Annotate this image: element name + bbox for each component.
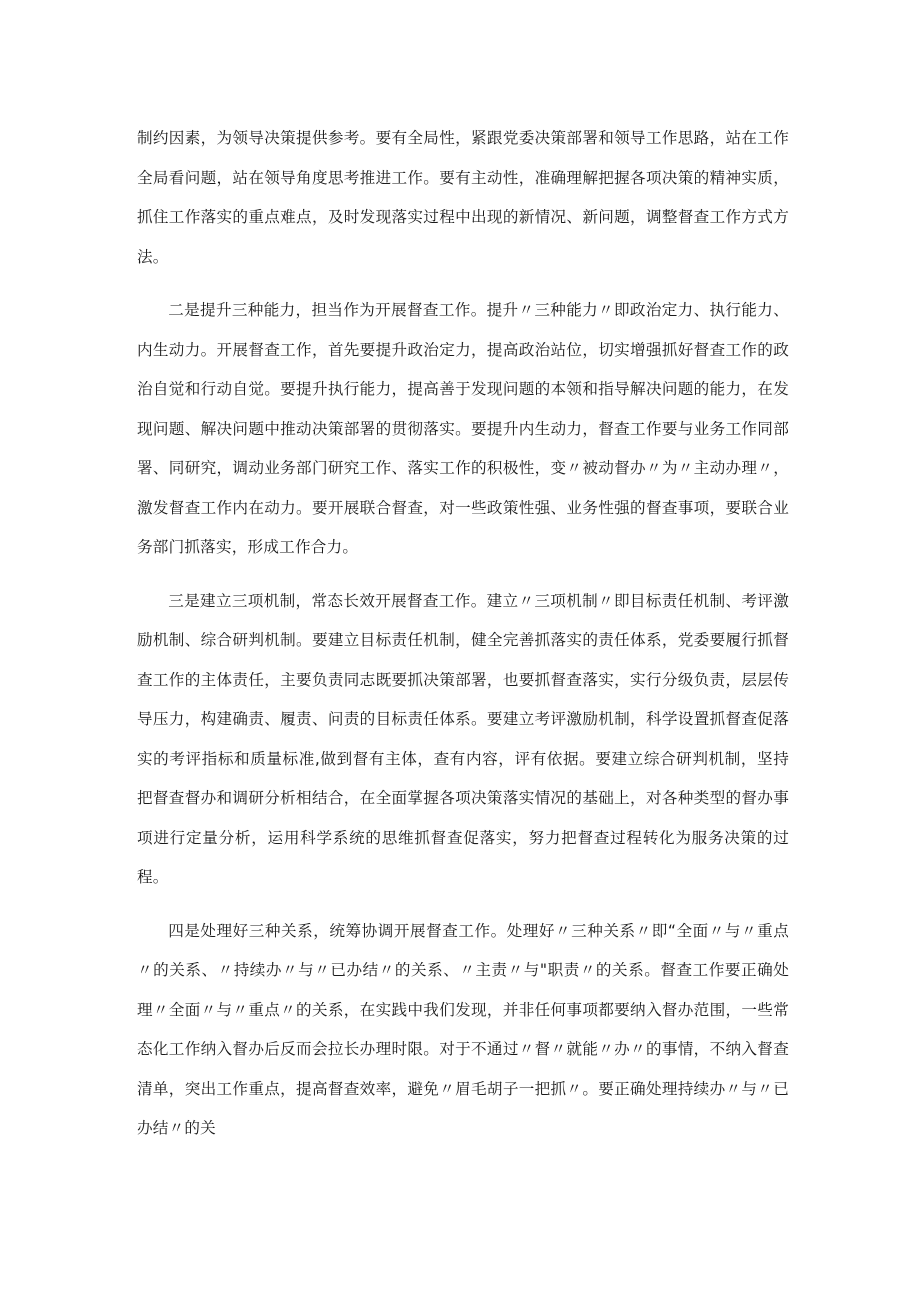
paragraph-decision-support: 制约因素，为领导决策提供参考。要有全局性，紧跟党委决策部署和领导工作思路，站在工作全局看问题，站在领导角度思考推进工作。要有主动性，准确理解把握各项决策的精神实质，抓住工作落实的重点难点，及时发现落实过程中出现的新情况、新问题，调整督查工作方式方法。 xyxy=(137,129,789,266)
paragraph-three-mechanisms: 三是建立三项机制，常态长效开展督查工作。建立〃三项机制〃即目标责任机制、考评激励机制、综合研判机制。要建立目标责任机制，健全完善抓落实的责任体系，党委要履行抓督查工作的主体责任，主要负责同志既要抓决策部署，也要抓督查落实，实行分级负责，层层传导压力，构建确责、履责、问责的目标责任体系。要建立考评激励机制，科学设置抓督查促落实的考评指标和质量标准,做到督有主体，查有内容，评有依据。要建立综合研判机制，坚持把督查督办和调研分析相结合，在全面掌握各项决策落实情况的基础上，对各种类型的督办事项进行定量分析，运用科学系统的思维抓督查促落实，努力把督查过程转化为服务决策的过程。 xyxy=(137,591,789,886)
document-body xyxy=(137,119,789,1163)
paragraph-three-relationships: 四是处理好三种关系，统筹协调开展督查工作。处理好〃三种关系〃即“全面〃与〃重点〃的关系、〃持续办〃与〃已办结〃的关系、〃主责〃与"职责〃的关系。督查工作要正确处理〃全面〃与〃重点〃的关系，在实践中我们发现，并非任何事项都要纳入督办范围，一些常态化工作纳入督办后反而会拉长办理时限。对于不通过〃督〃就能〃办〃的事情，不纳入督查清单，突出工作重点，提高督查效率，避免〃眉毛胡子一把抓〃。要正确处理持续办〃与〃已办结〃的关 xyxy=(137,921,789,1137)
paragraph-three-abilities: 二是提升三种能力，担当作为开展督查工作。提升〃三种能力〃即政治定力、执行能力、内生动力。开展督查工作，首先要提升政治定力，提高政治站位，切实增强抓好督查工作的政治自觉和行动自觉。要提升执行能力，提高善于发现问题的本领和指导解决问题的能力，在发现问题、解决问题中推动决策部署的贯彻落实。要提升内生动力，督查工作要与业务工作同部署、同研究，调动业务部门研究工作、落实工作的积极性，变〃被动督办〃为〃主动办理〃，激发督查工作内在动力。要开展联合督查，对一些政策性强、业务性强的督查事项，要联合业务部门抓落实，形成工作合力。 xyxy=(137,301,789,556)
